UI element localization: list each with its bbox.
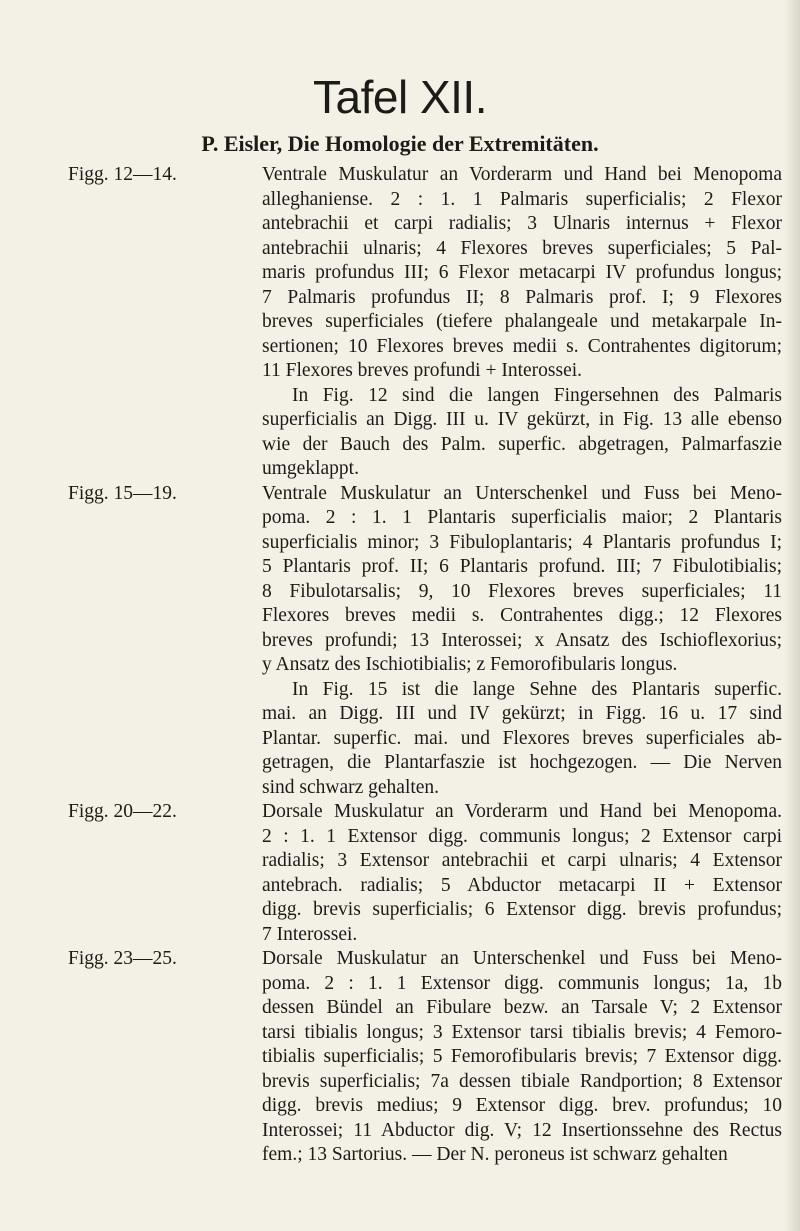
legend-text [262, 800, 782, 947]
legend-line: Ventrale Muskulatur an Vorderarm und Hand bei Menopoma [262, 164, 782, 185]
page-edge-shadow [784, 0, 800, 1231]
legend-line: wie der Bauch des Palm. superfic. abgetragen, Palmarfaszie [262, 433, 782, 455]
legend-line: poma. 2 : 1. 1 Plantaris superficialis maior; 2 Plantaris [262, 507, 782, 528]
legend-line: getragen, die Plantarfaszie ist hochgezogen. — Die Nerven [262, 752, 782, 773]
legend-text [262, 482, 782, 801]
legend-line: antebrach. radialis; 5 Abductor metacarpi II + Extensor [262, 874, 782, 896]
figure-range-label: Figg. 20—22. [68, 801, 177, 822]
plate-title: Tafel XII. [313, 71, 487, 123]
legend-line: mai. an Digg. III und IV gekürzt; in Figg. 16 u. 17 sind [262, 703, 782, 724]
legend-line: 11 Flexores breves profundi + Interossei. [262, 360, 583, 381]
legend-line: sind schwarz gehalten. [262, 776, 440, 798]
legend-line: digg. brevis medius; 9 Extensor digg. brev. profundus; 10 [262, 1095, 782, 1116]
legend-line: 7 Palmaris profundus II; 8 Palmaris prof. I; 9 Flexores [262, 286, 782, 308]
legend-line: Dorsale Muskulatur an Unterschenkel und Fuss bei Meno- [262, 948, 782, 969]
figure-legend-entry [0, 482, 800, 801]
legend-line: In Fig. 15 ist die lange Sehne des Plantaris superfic. [292, 678, 782, 700]
legend-line: fem.; 13 Sartorius. — Der N. peroneus ist schwarz gehalten [262, 1144, 728, 1165]
legend-line: tarsi tibialis longus; 3 Extensor tarsi tibialis brevis; 4 Femoro- [262, 1021, 782, 1043]
legend-line: poma. 2 : 1. 1 Extensor digg. communis longus; 1a, 1b [262, 972, 782, 994]
legend-line: Flexores breves medii s. Contrahentes digg.; 12 Flexores [262, 605, 782, 626]
legend-line: superficialis an Digg. III u. IV gekürzt, in Fig. 13 alle ebenso [262, 409, 782, 430]
legend-line: y Ansatz des Ischiotibialis; z Femorofibularis longus. [262, 654, 678, 675]
figure-legend-entry [0, 800, 800, 947]
legend-line: 5 Plantaris prof. II; 6 Plantaris profund. III; 7 Fibulotibialis; [262, 556, 782, 577]
figure-legend-entry [0, 947, 800, 1168]
article-subtitle: P. Eisler, Die Homologie der Extremitäten. [201, 131, 599, 156]
legend-line: Ventrale Muskulatur an Unterschenkel und Fuss bei Meno- [262, 482, 782, 504]
figure-range-label: Figg. 23—25. [68, 948, 177, 969]
legend-line: dessen Bündel an Fibulare bezw. an Tarsale V; 2 Extensor [262, 997, 782, 1018]
legend-line: 7 Interossei. [262, 923, 358, 945]
legend-text [262, 163, 782, 482]
legend-line: radialis; 3 Extensor antebrachii et carpi ulnaris; 4 Extensor [262, 850, 782, 871]
legend-line: superficialis minor; 3 Fibuloplantaris; 4 Plantaris profundus I; [262, 531, 782, 553]
legend-line: brevis superficialis; 7a dessen tibiale Randportion; 8 Extensor [262, 1070, 782, 1092]
legend-line: antebrachii et carpi radialis; 3 Ulnaris internus + Flexor [262, 213, 782, 234]
legend-line: digg. brevis superficialis; 6 Extensor digg. brevis profundus; [262, 899, 782, 920]
legend-line: Dorsale Muskulatur an Vorderarm und Hand bei Menopoma. [262, 801, 782, 822]
figure-legend-entry [0, 163, 800, 482]
figure-range-label: Figg. 15—19. [68, 482, 177, 504]
figure-range-label: Figg. 12—14. [68, 164, 177, 185]
legend-line: Interossei; 11 Abductor dig. V; 12 Insertionssehne des Rectus [262, 1119, 782, 1141]
legend-line: breves profundi; 13 Interossei; x Ansatz des Ischioflexorius; [262, 629, 782, 651]
legend-text [262, 947, 782, 1168]
legend-line: tibialis superficialis; 5 Femorofibularis brevis; 7 Extensor digg. [262, 1046, 782, 1067]
legend-line: 8 Fibulotarsalis; 9, 10 Flexores breves superficiales; 11 [262, 580, 782, 602]
legend-line: umgeklappt. [262, 458, 359, 479]
legend-line: In Fig. 12 sind die langen Fingersehnen des Palmaris [292, 384, 782, 406]
legend-line: sertionen; 10 Flexores breves medii s. Contrahentes digitorum; [262, 335, 782, 357]
legend-line: antebrachii ulnaris; 4 Flexores breves superficiales; 5 Pal- [262, 237, 782, 259]
legend-line: breves superficiales (tiefere phalangeale und metakarpale In- [262, 311, 782, 332]
figure-legend-list [0, 163, 800, 1168]
legend-line: Plantar. superfic. mai. und Flexores breves superficiales ab- [262, 727, 782, 749]
legend-line: alleghaniense. 2 : 1. 1 Palmaris superficialis; 2 Flexor [262, 188, 782, 210]
legend-line: 2 : 1. 1 Extensor digg. communis longus; 2 Extensor carpi [262, 825, 782, 847]
legend-line: maris profundus III; 6 Flexor metacarpi IV profundus longus; [262, 262, 782, 283]
